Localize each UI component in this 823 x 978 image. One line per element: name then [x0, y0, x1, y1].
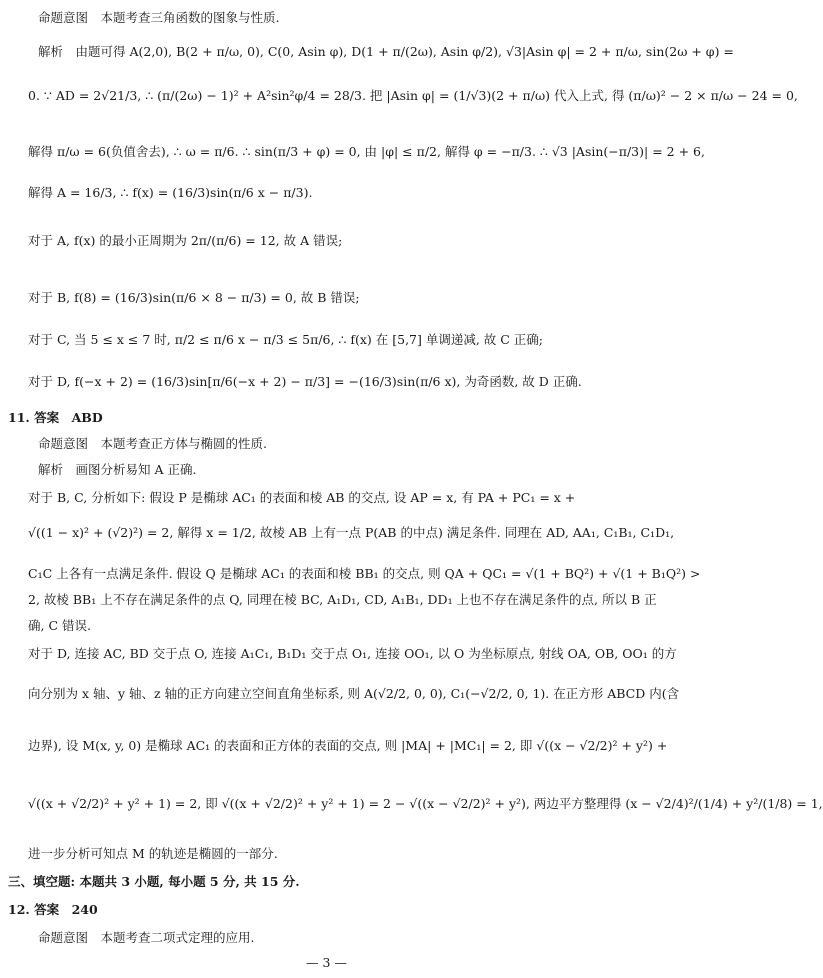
option-d-line: [28, 374, 653, 390]
text-line: 12. 答案 240: [8, 902, 98, 917]
text-line: 进一步分析可知点 M 的轨迹是椭圆的一部分.: [28, 846, 278, 861]
solution-line: [28, 185, 653, 201]
option-b-line: [28, 290, 653, 306]
solution-line: [28, 144, 705, 160]
text-line: 解析 画图分析易知 A 正确.: [38, 462, 197, 477]
text-line: 解得 A = 16/3, ∴ f(x) = (16/3)sin(π/6 x − π/3).: [28, 185, 313, 200]
solution-line: [28, 592, 657, 608]
text-line: 命题意图 本题考查三角函数的图象与性质.: [38, 10, 280, 25]
solution-line: [28, 88, 798, 104]
text-line: 对于 D, 连接 AC, BD 交于点 O, 连接 A₁C₁, B₁D₁ 交于点 O₁, 连接 OO₁, 以 O 为坐标原点, 射线 OA, OB, OO₁ 的方: [28, 646, 677, 661]
text-line: 边界), 设 M(x, y, 0) 是椭球 AC₁ 的表面和正方体的表面的交点, 则 |MA| + |MC₁| = 2, 即 √((x − √2/2)² + y²) +: [28, 738, 668, 753]
section-heading: [8, 874, 653, 890]
text-line: 命题意图 本题考查二项式定理的应用.: [38, 930, 255, 945]
text-line: 三、填空题: 本题共 3 小题, 每小题 5 分, 共 15 分.: [8, 874, 300, 889]
intent-line: [38, 10, 653, 26]
text-line: 对于 B, C, 分析如下: 假设 P 是椭球 AC₁ 的表面和棱 AB 的交点, 设 AP = x, 有 PA + PC₁ = x +: [28, 490, 576, 505]
option-c-line: [28, 332, 653, 348]
solution-line: [28, 525, 675, 541]
text-line: 解析 由题可得 A(2,0), B(2 + π/ω, 0), C(0, Asin φ), D(1 + π/(2ω), Asin φ/2), √3|Asin φ| = 2 + π/ω, sin(2ω + φ) =: [38, 44, 734, 59]
text-line: 对于 D, f(−x + 2) = (16/3)sin[π/6(−x + 2) − π/3] = −(16/3)sin(π/6 x), 为奇函数, 故 D 正确.: [28, 374, 582, 389]
text-line: 对于 A, f(x) 的最小正周期为 2π/(π/6) = 12, 故 A 错误;: [28, 233, 343, 248]
text-line: 对于 B, f(8) = (16/3)sin(π/6 × 8 − π/3) = 0, 故 B 错误;: [28, 290, 360, 305]
solution-line: [38, 44, 734, 60]
text-line: 2, 故棱 BB₁ 上不存在满足条件的点 Q, 同理在棱 BC, A₁D₁, CD, A₁B₁, DD₁ 上也不存在满足条件的点, 所以 B 正: [28, 592, 657, 607]
answer-heading: [8, 410, 653, 426]
answer-heading: [8, 902, 653, 918]
text-line: 对于 C, 当 5 ≤ x ≤ 7 时, π/2 ≤ π/6 x − π/3 ≤ 5π/6, ∴ f(x) 在 [5,7] 单调递减, 故 C 正确;: [28, 332, 544, 347]
solution-line: [28, 796, 823, 812]
intent-line: [38, 436, 653, 452]
text-line: 命题意图 本题考查正方体与椭圆的性质.: [38, 436, 267, 451]
solution-line: [28, 738, 668, 754]
intent-line: [38, 930, 653, 946]
text-line: C₁C 上各有一点满足条件. 假设 Q 是椭球 AC₁ 的表面和棱 BB₁ 的交点, 则 QA + QC₁ = √(1 + BQ²) + √(1 + B₁Q²) >: [28, 566, 701, 581]
text-line: 0. ∵ AD = 2√21/3, ∴ (π/(2ω) − 1)² + A²sin²φ/4 = 28/3. 把 |Asin φ| = (1/√3)(2 + π/ω) 代入上式, 得 (π/ω)² − 2 × π/ω − 24 = 0,: [28, 88, 798, 103]
option-a-line: [28, 233, 653, 249]
page-number-text: — 3 —: [306, 955, 347, 970]
solution-line: [28, 566, 701, 582]
solution-line: [38, 462, 653, 478]
solution-line: [28, 646, 677, 662]
text-line: 11. 答案 ABD: [8, 410, 103, 425]
text-line: 向分别为 x 轴、y 轴、z 轴的正方向建立空间直角坐标系, 则 A(√2/2, 0, 0), C₁(−√2/2, 0, 1). 在正方形 ABCD 内(含: [28, 686, 680, 701]
solution-line: [28, 846, 653, 862]
solution-line: [28, 490, 653, 506]
text-line: √((1 − x)² + (√2)²) = 2, 解得 x = 1/2, 故棱 AB 上有一点 P(AB 的中点) 满足条件. 同理在 AD, AA₁, C₁B₁, C₁D₁,: [28, 525, 675, 540]
text-line: 确, C 错误.: [28, 618, 91, 633]
text-line: 解得 π/ω = 6(负值舍去), ∴ ω = π/6. ∴ sin(π/3 + φ) = 0, 由 |φ| ≤ π/2, 解得 φ = −π/3. ∴ √3 |Asin(−π/3)| = 2 + 6,: [28, 144, 705, 159]
solution-line: [28, 686, 680, 702]
solution-line: [28, 618, 653, 634]
text-line: √((x + √2/2)² + y² + 1) = 2, 即 √((x + √2/2)² + y² + 1) = 2 − √((x − √2/2)² + y²), 两边平方整理得 (x − √2/4)²/(1/4) + y²/(1/8) = 1,: [28, 796, 823, 811]
page-number: [0, 955, 653, 971]
